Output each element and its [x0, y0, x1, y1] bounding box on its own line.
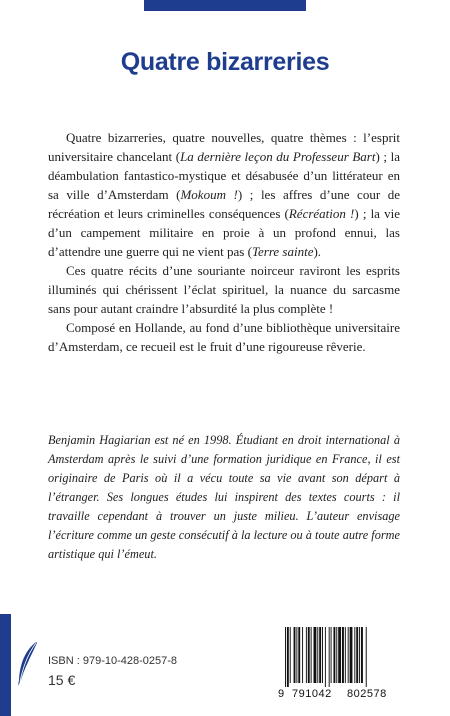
- barcode: [283, 627, 403, 687]
- blurb-p1-segment: ) ; la vie d’un campement militaire en proie à un profond ennui, las d’attendre une guerre qui ne vient pas (: [48, 206, 400, 259]
- story-title-4: Terre sainte: [251, 244, 314, 259]
- story-title-2: Mokoum !: [180, 187, 238, 202]
- barcode-digits: [278, 688, 406, 702]
- left-color-bar: [0, 614, 11, 716]
- blurb-paragraph-1: [48, 128, 400, 261]
- story-title-3: Récréation !: [288, 206, 355, 221]
- barcode-group-2: 802578: [347, 688, 387, 700]
- blurb-p1-segment: ) ; la déambulation fantastico-mystique et désabusée d’un littérateur en sa ville d’Amsterdam (: [48, 149, 400, 202]
- blurb-paragraph-2: Ces quatre récits d’une souriante noirceur raviront les esprits illuminés qui chérissent l’éclat spirituel, la nuance du sarcasme sans pour autant craindre l’absurdité la plus complète !: [48, 263, 400, 316]
- book-title: Quatre bizarreries: [120, 48, 330, 76]
- blurb-text: [48, 128, 400, 356]
- blurb-p1-segment: ).: [313, 244, 322, 259]
- barcode-first-digit: 9: [278, 688, 285, 700]
- barcode-group-1: 791042: [292, 688, 332, 700]
- author-bio: Benjamin Hagiarian est né en 1998. Étudiant en droit international à Amsterdam après le suivi d’une formation juridique en France, il est originaire de Paris où il a vécu toute sa vie avant son départ à l’étranger. Ses longues études lui inspirent des textes courts : il travaille cependant à trouver un juste milieu. L’auteur envisage l’écriture comme un geste consécutif à la lecture ou à toute autre forme artistique qui l’émeut.: [48, 433, 400, 561]
- top-color-bar: [144, 0, 306, 11]
- blurb-p1-segment: ) ; les affres d’une cour de récréation et leurs criminelles conséquences (: [48, 187, 400, 221]
- story-title-1: La dernière leçon du Professeur Bart: [180, 149, 376, 164]
- isbn-label: ISBN : 979-10-428-0257-8: [48, 655, 178, 667]
- blurb-p1-segment: Quatre bizarreries, quatre nouvelles, quatre thèmes : l’esprit universitaire chancelant (: [48, 130, 400, 164]
- blurb-paragraph-3: Composé en Hollande, au fond d’une bibliothèque universitaire d’Amsterdam, ce recueil est le fruit d’une rigoureuse rêverie.: [48, 320, 400, 354]
- quill-feather-icon: [14, 640, 40, 688]
- price-label: 15 €: [48, 672, 76, 688]
